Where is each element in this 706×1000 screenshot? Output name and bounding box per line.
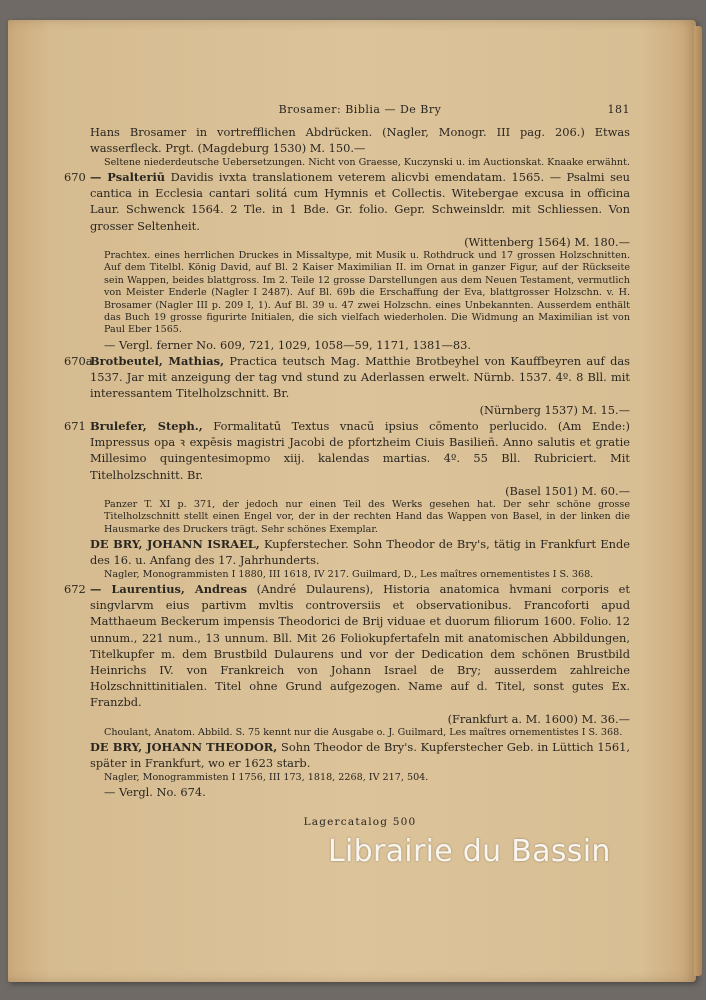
entry-name: Brotbeutel, Mathias,: [90, 354, 225, 369]
text-paragraph: Hans Brosamer in vortrefflichen Abdrücken. (Nagler, Monogr. III pag. 206.) Etwas wasserfleck. Prgt. (Magdeburg 1530) M. 150.—: [90, 125, 630, 156]
artist-name: DE BRY, JOHANN THEODOR,: [90, 740, 278, 755]
page-content: [64, 102, 631, 830]
artist-heading: [90, 739, 630, 771]
entry-price: (Basel 1501) M. 60.—: [505, 483, 630, 498]
entry-name: — Psalteriū: [90, 170, 166, 185]
entry-number: 670: [64, 170, 86, 185]
catalog-entry: [64, 169, 630, 234]
artist-text: Sohn Theodor de Bry's. Kupferstecher Geb. in Lüttich 1561, später in Frankfurt, wo er 1623 starb.: [90, 740, 631, 771]
page-edge: [694, 26, 702, 976]
entry-text: (André Dulaurens), Historia anatomica hvmani corporis et singvlarvm eius partivm mvltis controversiis et observationibus. Francoforti apud Matthaeum Beckerum impensis Theodorici de Brij viduae et duorum filiorum 1600. Folio. 12 unnum., 221 num., 13 unnum. Bll. Mit 26 Foliokupfertafeln mit anatomischen Abbildungen, Titelkupfer m. dem Brustbild Dulaurens und vor der Dedication dem schönen Brustbild Heinrichs IV. von Frankreich von Johann Israel de Bry; ausserdem zahlreiche Holzschnittinitialen. Titel ohne Grund aufgezogen. Name auf d. Titel, sonst gutes Ex. Franzbd.: [90, 581, 630, 710]
entry-price: (Frankfurt a. M. 1600) M. 36.—: [447, 711, 630, 726]
note: Nagler, Monogrammisten I 1756, III 173, 1818, 2268, IV 217, 504.: [104, 771, 429, 783]
note: Seltene niederdeutsche Uebersetzungen. Nicht von Graesse, Kuczynski u. im Auctionskat. Knaake erwähnt.: [104, 156, 630, 168]
entry-price: (Wittenberg 1564) M. 180.—: [464, 234, 630, 249]
artist-text: Kupferstecher. Sohn Theodor de Bry's, tätig in Frankfurt Ende des 16. u. Anfang des 17. Jahrhunderts.: [90, 537, 631, 568]
catalog-entry: [64, 581, 630, 711]
entry-price: (Nürnberg 1537) M. 15.—: [479, 402, 630, 417]
entry-number: 672: [64, 581, 86, 596]
page-number: 181: [607, 103, 630, 116]
note: Choulant, Anatom. Abbild. S. 75 kennt nur die Ausgabe o. J. Guilmard, Les maîtres ornementistes I S. 368.: [104, 726, 623, 738]
artist-heading: [90, 536, 630, 568]
artist-name: DE BRY, JOHANN ISRAEL,: [90, 537, 260, 552]
entry-number: 670a: [64, 354, 93, 369]
cross-reference: — Vergl. No. 674.: [104, 784, 206, 799]
cross-reference: — Vergl. ferner No. 609, 721, 1029, 1058—59, 1171, 1381—83.: [104, 337, 471, 352]
entry-number: 671: [64, 418, 86, 433]
note: Nagler, Monogrammisten I 1880, III 1618, IV 217. Guilmard, D., Les maîtres ornementistes I S. 368.: [104, 568, 594, 580]
entry-text: Davidis ivxta translationem veterem alicvbi emendatam. 1565. — Psalmi seu cantica in Ecclesia cantari solitá cum Hymnis et Collectis. Witebergae excusa in officina Laur. Schwenck 1564. 2 Tle. in 1 Bde. Gr. folio. Gepr. Schweinsldr. mit Schliessen. Von grosser Seltenheit.: [90, 170, 630, 233]
running-header: [90, 102, 630, 118]
page-footer: Lagercatalog 500: [303, 816, 417, 829]
note: Prachtex. eines herrlichen Druckes in Missaltype, mit Musik u. Rothdruck und 17 grossen Holzschnitten. Auf dem Titelbl. König David, auf Bl. 2 Kaiser Maximilian II. im Ornat in ganzer Figur, auf der Rückseite sein Wappen, beides blattgross. Im 2. Teile 12 grosse Darstellungen aus dem Neuen Testament, vermutlich von Meister Enderle (Nagler I 2487). Auf Bl. 69b die Erschaffung der Eva, blattgrosser Holzschn. v. H. Brosamer (Nagler III p. 209 I, 1). Auf Bl. 39 u. 47 zwei Holzschn. eines Unbekannten. Ausserdem enthält das Buch 19 grosse figurirte Initialen, die sich vielfach wiederholen. Die Widmung an Maximilian ist von Paul Eber 1565.: [104, 250, 630, 336]
note: Panzer T. XI p. 371, der jedoch nur einen Teil des Werks gesehen hat. Der sehr schöne grosse Titelholzschnitt stellt einen Engel vor, der in der rechten Hand das Wappen von Basel, in der linken die Hausmarke des Druckers trägt. Sehr schönes Exemplar.: [104, 498, 630, 535]
catalog-entry: [64, 353, 631, 402]
running-title: Brosamer: Biblia — De Bry: [278, 103, 442, 116]
entry-text: Practica teutsch Mag. Matthie Brotbeyhel von Kauffbeyren auf das 1537. Jar mit anzeigung der tag vnd stund zu Aderlassen erwelt. Nürnb. 1537. 4º. 8 Bll. mit interessantem Titelholzschnitt. Br.: [90, 354, 631, 401]
watermark: Librairie du Bassin: [328, 834, 611, 869]
entry-name: — Laurentius, Andreas: [90, 581, 247, 596]
entry-name: Brulefer, Steph.,: [90, 418, 203, 433]
catalog-entry: [64, 418, 630, 483]
entry-text: Formalitatū Textus vnacū ipsius cōmento perlucido. (Am Ende:) Impressus opa ꝛ expēsis magistri Jacobi de pfortzheim Ciuis Basilieñ. Anno salutis et gratie Millesimo quingentesimopmo xiij. kalendas martias. 4º. 55 Bll. Rubriciert. Mit Titelholzschnitt. Br.: [90, 418, 630, 482]
